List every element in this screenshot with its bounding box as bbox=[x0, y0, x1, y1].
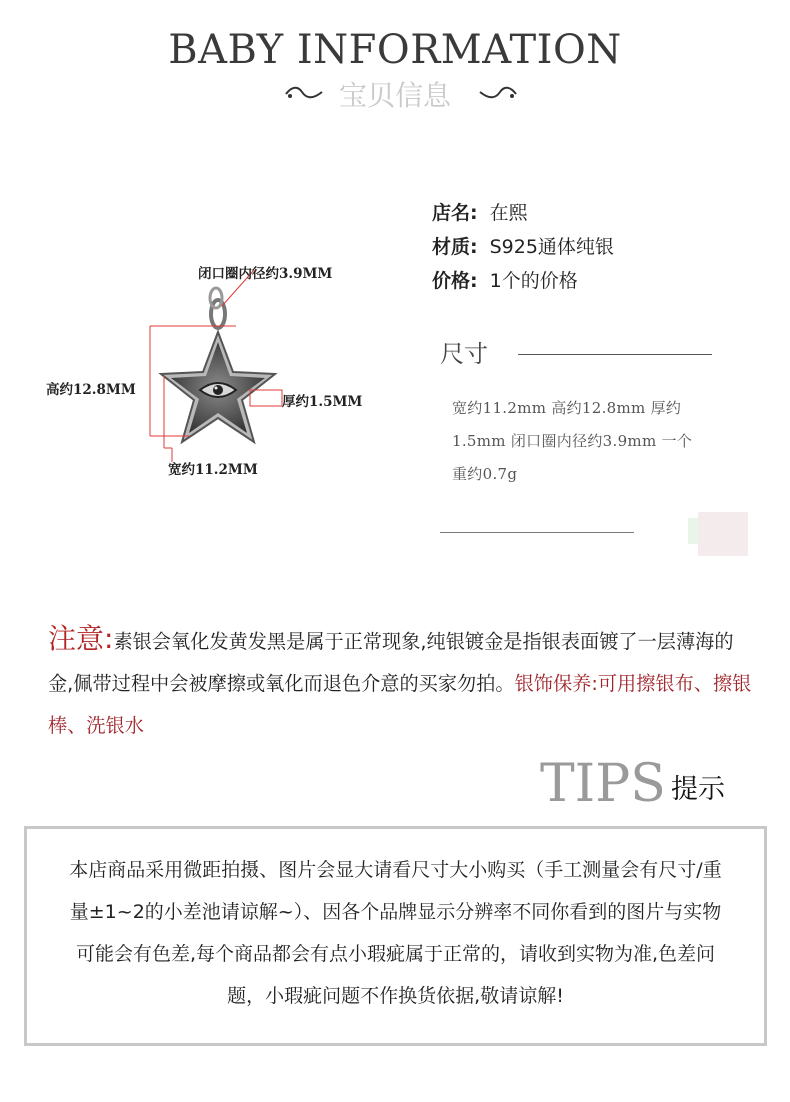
care-note bbox=[48, 618, 758, 747]
note-body: 素银会氧化发黄发黑是属于正常现象,纯银镀金是指银表面镀了一层薄海的金,佩带过程中会被摩擦或氧化而退色介意的买家勿拍。 bbox=[48, 630, 734, 695]
thickness-label: 厚约1.5MM bbox=[282, 394, 363, 410]
size-description: 宽约11.2mm 高约12.8mm 厚约1.5mm 闭口圈内径约3.9mm 一个重约0.7g bbox=[452, 399, 693, 483]
care-instructions: 银饰保养:可用擦银布、擦银棒、洗银水 bbox=[48, 672, 752, 737]
page-subtitle: 宝贝信息 bbox=[338, 79, 451, 112]
product-dimension-figure bbox=[40, 250, 420, 480]
ring-diameter-label: 闭口圈内径约3.9MM bbox=[198, 266, 333, 282]
shop-name-row bbox=[432, 200, 528, 226]
flourish-right-icon bbox=[478, 84, 518, 104]
decorative-block bbox=[688, 518, 698, 544]
shop-name-value: 在熙 bbox=[489, 202, 528, 224]
tips-title: TIPS bbox=[540, 754, 666, 814]
price-key: 价格: bbox=[432, 270, 478, 292]
height-label: 高约12.8MM bbox=[46, 382, 136, 398]
page-title: BABY INFORMATION bbox=[168, 27, 622, 73]
price-row bbox=[432, 268, 578, 294]
material-row bbox=[432, 234, 614, 260]
material-value: S925通体纯银 bbox=[489, 236, 614, 258]
shop-name-key: 店名: bbox=[432, 202, 478, 224]
star-pendant-icon bbox=[40, 250, 420, 480]
size-divider bbox=[518, 354, 712, 355]
note-heading: 注意: bbox=[48, 622, 114, 655]
price-value: 1个的价格 bbox=[489, 270, 578, 292]
material-key: 材质: bbox=[432, 236, 478, 258]
tips-box bbox=[24, 826, 767, 1046]
section-divider bbox=[440, 532, 634, 533]
flourish-left-icon bbox=[284, 84, 324, 104]
tips-title-cn: 提示 bbox=[671, 774, 725, 805]
decorative-block bbox=[698, 512, 748, 556]
tips-body: 本店商品采用微距拍摄、图片会显大请看尺寸大小购买（手工测量会有尺寸/重量±1~2的小差池请谅解~）、因各个品牌显示分辨率不同你看到的图片与实物可能会有色差,每个商品都会有点小瑕疵属于正常的，请收到实物为准,色差问题，小瑕疵问题不作换货依据,敬请谅解! bbox=[69, 859, 722, 1007]
size-title: 尺寸 bbox=[440, 340, 488, 368]
width-label: 宽约11.2MM bbox=[168, 462, 258, 478]
